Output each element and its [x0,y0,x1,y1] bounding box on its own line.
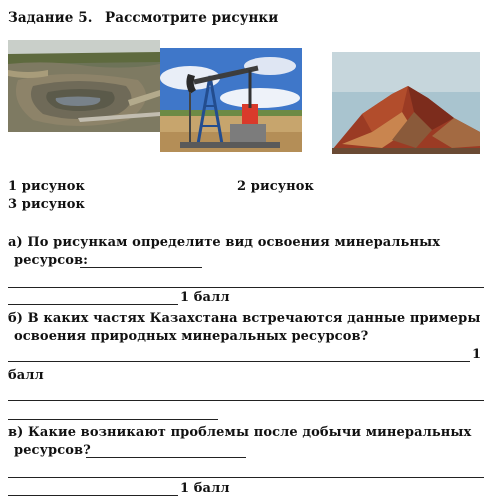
question-b-points-word: балл [8,368,44,383]
question-a-line-1: а) По рисункам определите вид освоения минеральных [8,235,441,250]
answer-line-a-1[interactable] [80,267,202,268]
answer-line-c-3[interactable] [8,495,178,496]
question-b-line-1: б) В каких частях Казахстана встречаются данные примеры [8,311,481,326]
answer-line-a-3[interactable] [8,304,178,305]
figure-label-1: 1 рисунок [8,179,86,194]
task-number: Задание 5. [8,10,93,26]
answer-line-c-2[interactable] [8,477,484,478]
figure-label-2: 2 рисунок [237,179,315,194]
answer-line-c-1[interactable] [86,457,246,458]
question-c-line-1: в) Какие возникают проблемы после добычи минеральных [8,425,472,440]
quarry-photo [8,40,160,132]
question-b-line-2: освоения природных минеральных ресурсов? [14,329,369,344]
answer-line-b-1[interactable] [8,361,470,362]
answer-line-a-2[interactable] [8,287,484,288]
figure-label-3: 3 рисунок [8,197,86,212]
task-instruction: Рассмотрите рисунки [105,10,279,26]
waste-heap-photo [332,52,480,154]
question-b-points-number: 1 [472,347,482,362]
answer-line-b-3[interactable] [8,419,218,420]
oil-pump-photo [160,48,302,152]
question-a-points: 1 балл [180,290,230,305]
question-c-line-2: ресурсов? [14,443,91,458]
question-a-line-2: ресурсов: [14,253,89,268]
question-c-points: 1 балл [180,481,230,496]
answer-line-b-2[interactable] [8,400,484,401]
